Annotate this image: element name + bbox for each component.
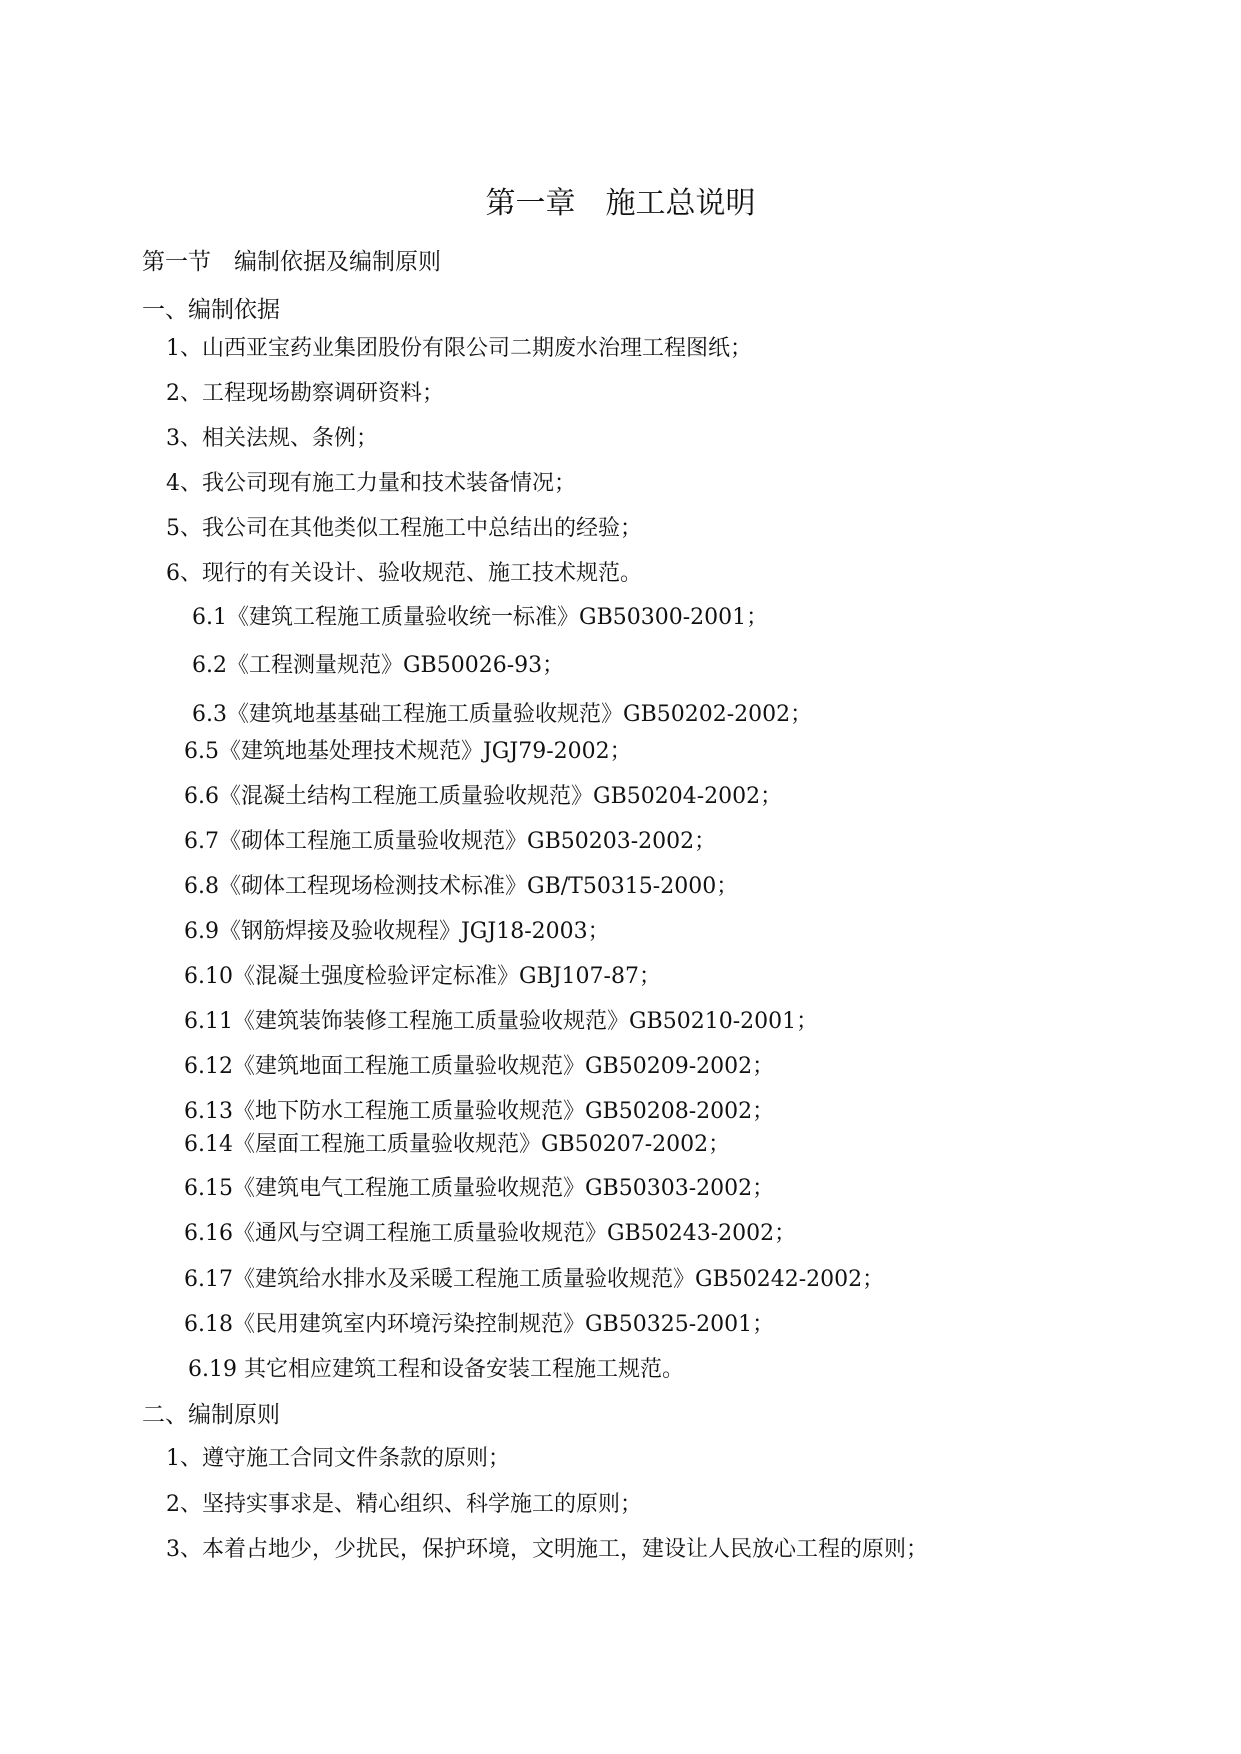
- basis-item: 2、工程现场勘察调研资料；: [166, 381, 444, 406]
- standard-item: 6.10《混凝土强度检验评定标准》GBJ107-87；: [184, 964, 661, 989]
- standard-item: 6.12《建筑地面工程施工质量验收规范》GB50209-2002；: [184, 1054, 775, 1079]
- basis-item: 3、相关法规、条例；: [166, 426, 378, 451]
- standard-item: 6.9《钢筋焊接及验收规程》JGJ18-2003；: [184, 919, 610, 944]
- standard-item: 6.3《建筑地基基础工程施工质量验收规范》GB50202-2002；: [192, 702, 813, 727]
- standard-item: 6.6《混凝土结构工程施工质量验收规范》GB50204-2002；: [184, 784, 783, 809]
- basis-item: 1、山西亚宝药业集团股份有限公司二期废水治理工程图纸；: [166, 336, 752, 361]
- standard-item: 6.14《屋面工程施工质量验收规范》GB50207-2002；: [184, 1132, 731, 1157]
- basis-item: 5、我公司在其他类似工程施工中总结出的经验；: [166, 516, 642, 541]
- standard-item: 6.7《砌体工程施工质量验收规范》GB50203-2002；: [184, 829, 717, 854]
- standard-item: 6.1《建筑工程施工质量验收统一标准》GB50300-2001；: [192, 605, 769, 630]
- basis-item: 4、我公司现有施工力量和技术装备情况；: [166, 471, 576, 496]
- principles-heading: 二、编制原则: [142, 1402, 280, 1428]
- basis-heading: 一、编制依据: [142, 297, 280, 323]
- standard-item: 6.15《建筑电气工程施工质量验收规范》GB50303-2002；: [184, 1176, 775, 1201]
- standard-item: 6.11《建筑装饰装修工程施工质量验收规范》GB50210-2001；: [184, 1009, 819, 1034]
- standard-item: 6.16《通风与空调工程施工质量验收规范》GB50243-2002；: [184, 1221, 797, 1246]
- standard-item: 6.5《建筑地基处理技术规范》JGJ79-2002；: [184, 739, 632, 764]
- standard-item: 6.19 其它相应建筑工程和设备安装工程施工规范。: [188, 1357, 684, 1382]
- basis-item: 6、现行的有关设计、验收规范、施工技术规范。: [166, 561, 642, 586]
- principle-item: 1、遵守施工合同文件条款的原则；: [166, 1446, 510, 1471]
- principle-item: 2、坚持实事求是、精心组织、科学施工的原则；: [166, 1492, 642, 1517]
- standard-item: 6.18《民用建筑室内环境污染控制规范》GB50325-2001；: [184, 1312, 775, 1337]
- standard-item: 6.8《砌体工程现场检测技术标准》GB/T50315-2000；: [184, 874, 739, 899]
- standard-item: 6.2《工程测量规范》GB50026-93；: [192, 653, 565, 678]
- principle-item: 3、本着占地少，少扰民，保护环境，文明施工，建设让人民放心工程的原则；: [166, 1537, 928, 1562]
- standard-item: 6.13《地下防水工程施工质量验收规范》GB50208-2002；: [184, 1099, 775, 1124]
- chapter-title: 第一章 施工总说明: [485, 186, 756, 221]
- standard-item: 6.17《建筑给水排水及采暖工程施工质量验收规范》GB50242-2002；: [184, 1267, 885, 1292]
- section-title: 第一节 编制依据及编制原则: [142, 249, 441, 275]
